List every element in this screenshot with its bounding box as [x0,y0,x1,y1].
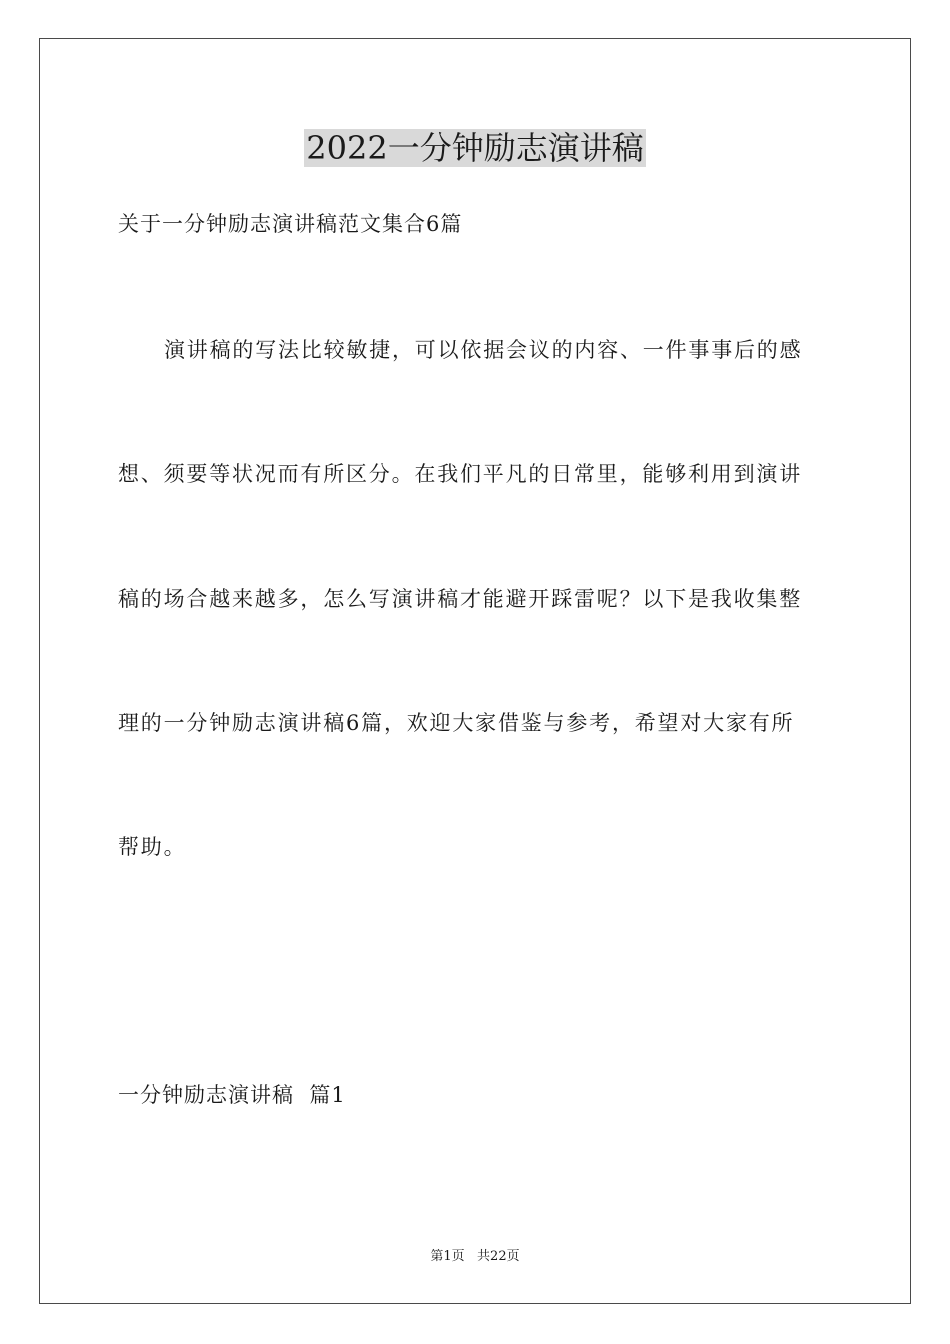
paragraph-line: 演讲稿的写法比较敏捷，可以依据会议的内容、一件事事后的感 [164,338,803,362]
paragraph-line: 稿的场合越来越多，怎么写演讲稿才能避开踩雷呢？以下是我收集整 [118,587,802,611]
paragraph-line: 理的一分钟励志演讲稿6篇，欢迎大家借鉴与参考，希望对大家有所 [118,711,795,735]
section-heading: 一分钟励志演讲稿 篇1 [118,1083,346,1107]
document-subtitle: 关于一分钟励志演讲稿范文集合6篇 [118,212,463,236]
document-title-text: 2022一分钟励志演讲稿 [306,129,644,167]
page-footer: 第1页 共22页 [430,1249,520,1264]
paragraph-line: 帮助。 [118,835,187,859]
document-title [0,128,950,168]
paragraph-line: 想、须要等状况而有所区分。在我们平凡的日常里，能够利用到演讲 [118,462,802,486]
